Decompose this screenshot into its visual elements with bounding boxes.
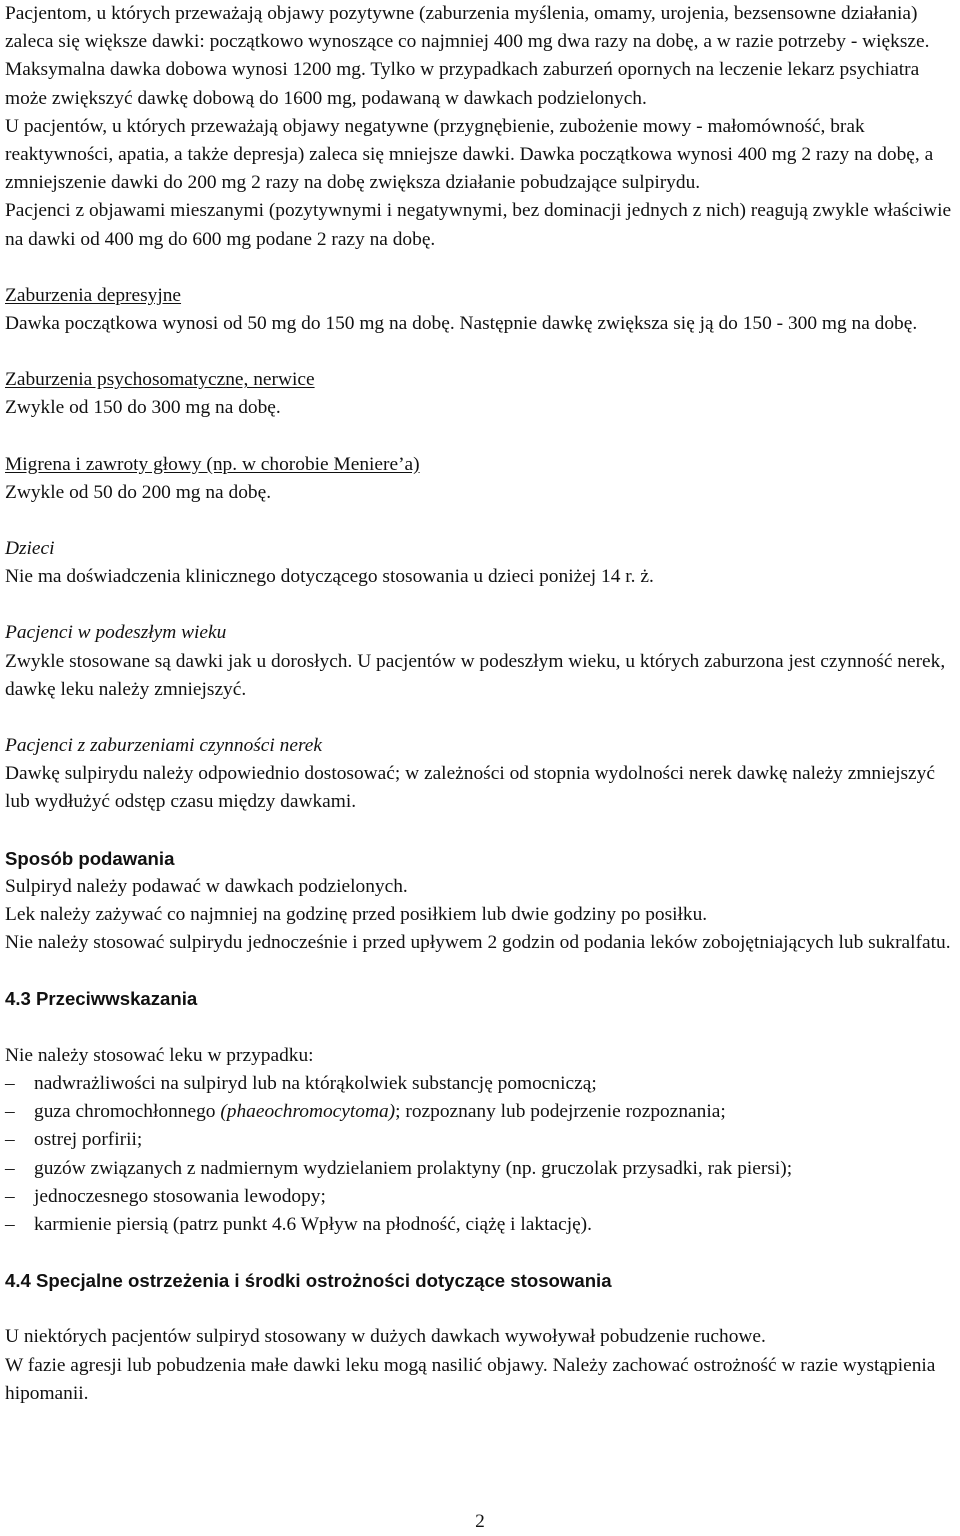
- text-psychosomatyczne: Zwykle od 150 do 300 mg na dobę.: [5, 397, 281, 419]
- heading-ostrzezenia: 4.4 Specjalne ostrzeżenia i środki ostrożności dotyczące stosowania: [5, 1270, 612, 1292]
- dash-bullet: –: [5, 1157, 15, 1179]
- list-item: [5, 1126, 960, 1154]
- heading-zaburzenia-nerek: Pacjenci z zaburzeniami czynności nerek: [5, 735, 322, 757]
- sposob-line-2: Lek należy zażywać co najmniej na godzinę przed posiłkiem lub dwie godziny po posiłku.: [5, 904, 708, 926]
- list-item: [5, 1070, 960, 1098]
- list-item-italic-term: (phaeochromocytoma): [220, 1101, 396, 1123]
- text-depresyjne: Dawka początkowa wynosi od 50 mg do 150 mg na dobę. Następnie dawkę zwiększa się ją do 150 - 300 mg na dobę.: [5, 313, 918, 335]
- paragraph-negative-symptoms: U pacjentów, u których przeważają objawy negatywne (przygnębienie, zubożenie mowy - małomówność, brak reaktywności, apatia, a także depresja) zaleca się mniejsze dawki. Dawka początkowa wynosi 400 mg 2 razy na dobę, a zmniejszenie dawki do 200 mg 2 razy na dobę zwiększa działanie pobudzające sulpirydu.: [5, 115, 934, 194]
- dash-bullet: –: [5, 1072, 15, 1094]
- list-item-text: ostrej porfirii;: [34, 1129, 143, 1151]
- list-item: [5, 1098, 960, 1126]
- list-item: [5, 1211, 960, 1239]
- page-number: 2: [475, 1511, 485, 1532]
- list-item-text: nadwrażliwości na sulpiryd lub na którąkolwiek substancję pomocniczą;: [34, 1072, 597, 1094]
- paragraph-mixed-symptoms: Pacjenci z objawami mieszanymi (pozytywnymi i negatywnymi, bez dominacji jednych z nich) reagują zwykle właściwie na dawki od 400 mg do 600 mg podane 2 razy na dobę.: [5, 200, 952, 250]
- dash-bullet: –: [5, 1213, 15, 1235]
- ostrzezenia-line-1: U niektórych pacjentów sulpiryd stosowany w dużych dawkach wywoływał pobudzenie ruchowe.: [5, 1326, 766, 1348]
- text-dzieci: Nie ma doświadczenia klinicznego dotyczącego stosowania u dzieci poniżej 14 r. ż.: [5, 566, 654, 588]
- text-podeszly-wiek: Zwykle stosowane są dawki jak u dorosłych. U pacjentów w podeszłym wieku, u których zaburzona jest czynność nerek, dawkę leku należy zmniejszyć.: [5, 650, 946, 700]
- list-item-text: karmienie piersią (patrz punkt 4.6 Wpływ na płodność, ciążę i laktację).: [34, 1213, 592, 1235]
- text-zaburzenia-nerek: Dawkę sulpirydu należy odpowiednio dostosować; w zależności od stopnia wydolności nerek dawkę należy zmniejszyć lub wydłużyć odstęp czasu między dawkami.: [5, 763, 935, 813]
- heading-sposob-podawania: Sposób podawania: [5, 847, 175, 869]
- dash-bullet: –: [5, 1129, 15, 1151]
- heading-podeszly-wiek: Pacjenci w podeszłym wieku: [5, 622, 227, 644]
- document-page: [5, 0, 960, 1408]
- text-migrena: Zwykle od 50 do 200 mg na dobę.: [5, 481, 272, 503]
- dash-bullet: –: [5, 1101, 15, 1123]
- dash-bullet: –: [5, 1185, 15, 1207]
- heading-dzieci: Dzieci: [5, 538, 55, 560]
- heading-psychosomatyczne: Zaburzenia psychosomatyczne, nerwice: [5, 369, 315, 391]
- list-item: [5, 1155, 960, 1183]
- list-item: [5, 1183, 960, 1211]
- contraindications-list: [5, 1070, 960, 1239]
- sposob-line-1: Sulpiryd należy podawać w dawkach podzielonych.: [5, 875, 408, 897]
- heading-migrena: Migrena i zawroty głowy (np. w chorobie Meniere’a): [5, 453, 420, 475]
- przeciwwskazania-intro: Nie należy stosować leku w przypadku:: [5, 1044, 314, 1066]
- heading-przeciwwskazania: 4.3 Przeciwwskazania: [5, 988, 198, 1010]
- paragraph-positive-symptoms: Pacjentom, u których przeważają objawy pozytywne (zaburzenia myślenia, omamy, urojenia, bezsensowne działania) zaleca się większe dawki: początkowo wynoszące co najmniej 400 mg dwa razy na dobę, a w razie potrzeby - większe. Maksymalna dawka dobowa wynosi 1200 mg. Tylko w przypadkach zaburzeń opornych na leczenie lekarz psychiatra może zwiększyć dawkę dobową do 1600 mg, podawaną w dawkach podzielonych.: [5, 3, 930, 109]
- sposob-line-3: Nie należy stosować sulpirydu jednocześnie i przed upływem 2 godzin od podania leków zobojętniających lub sukralfatu.: [5, 932, 951, 954]
- list-item-text: guzów związanych z nadmiernym wydzielaniem prolaktyny (np. gruczolak przysadki, rak piersi);: [34, 1157, 793, 1179]
- heading-depresyjne: Zaburzenia depresyjne: [5, 284, 182, 306]
- list-item-text: guza chromochłonnego: [34, 1101, 221, 1123]
- ostrzezenia-line-2: W fazie agresji lub pobudzenia małe dawki leku mogą nasilić objawy. Należy zachować ostrożność w razie wystąpienia hipomanii.: [5, 1354, 936, 1404]
- list-item-text: jednoczesnego stosowania lewodopy;: [34, 1185, 326, 1207]
- list-item-text-rest: ; rozpoznany lub podejrzenie rozpoznania;: [395, 1101, 726, 1123]
